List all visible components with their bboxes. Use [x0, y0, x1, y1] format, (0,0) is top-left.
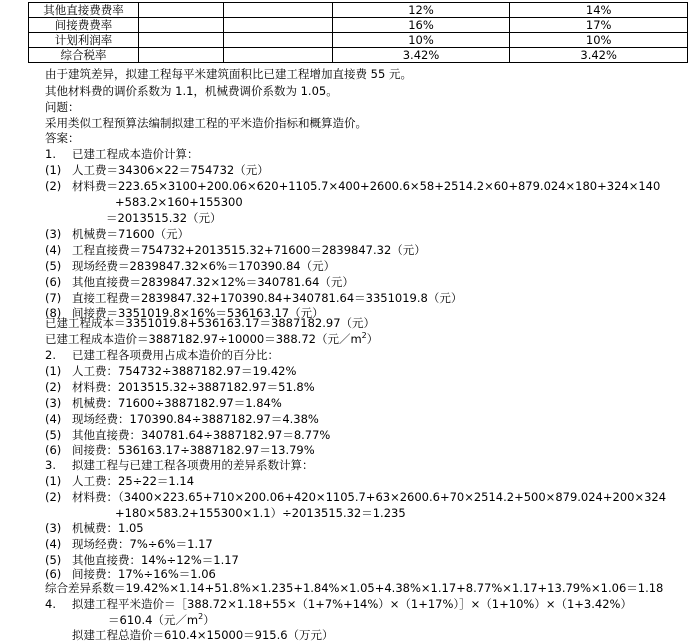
section-3-number: 3. — [45, 458, 56, 472]
item-number: (8) — [45, 306, 62, 320]
list-item: 现场经费：170390.84÷3887182.97＝4.38% — [72, 412, 319, 426]
list-item: 现场经费：7%÷6%＝1.17 — [72, 537, 213, 551]
table-cell: 12% — [332, 3, 510, 18]
list-item: 人工费：25÷22＝1.14 — [72, 474, 195, 488]
table-cell: 10% — [332, 33, 510, 48]
item-number: (6) — [45, 567, 62, 581]
table-cell: 计划利润率 — [29, 33, 139, 48]
item-number: (2) — [45, 490, 62, 504]
item-number: (6) — [45, 443, 62, 457]
question-label: 问题： — [45, 100, 80, 114]
list-item: 机械费＝71600（元） — [72, 227, 190, 241]
item-number: (5) — [45, 553, 62, 567]
section-2-title: 已建工程各项费用占成本造价的百分比： — [72, 348, 279, 362]
list-item: 其他直接费＝2839847.32×12%＝340781.64（元） — [72, 275, 354, 289]
unit-price-result: ＝610.4（元$/m^2$） — [108, 612, 215, 627]
item-number: (1) — [45, 163, 62, 177]
item-number: (5) — [45, 428, 62, 442]
list-item: 机械费：71600÷3887182.97＝1.84% — [72, 396, 282, 410]
table-cell: 14% — [510, 3, 688, 18]
section-4-number: 4. — [45, 597, 56, 611]
section-2-number: 2. — [45, 348, 56, 362]
table-cell: 间接费费率 — [29, 18, 139, 33]
list-item: 直接工程费＝2839847.32+170390.84+340781.64＝3351019.8（元） — [72, 291, 463, 305]
list-item: 间接费：536163.17÷3887182.97＝13.79% — [72, 443, 315, 457]
answer-label: 答案： — [45, 131, 80, 145]
list-item: 机械费：1.05 — [72, 521, 144, 535]
section-1-title: 已建工程成本造价计算： — [72, 147, 199, 161]
item-number: (2) — [45, 179, 62, 193]
table-cell: 3.42% — [332, 48, 510, 63]
section-1-number: 1. — [45, 147, 56, 161]
list-item: +583.2×160+155300 — [115, 195, 243, 209]
item-number: (3) — [45, 396, 62, 410]
list-item: 材料费：2013515.32÷3887182.97＝51.8% — [72, 380, 315, 394]
intro-line-2: 其他材料费的调价系数为 1.1，机械费调价系数为 1.05。 — [45, 84, 338, 98]
table-cell: 其他直接费费率 — [29, 3, 139, 18]
table-cell: 16% — [332, 18, 510, 33]
item-number: (4) — [45, 412, 62, 426]
total-cost-line: 拟建工程总造价＝610.4×15000＝915.6（万元） — [72, 628, 334, 642]
section-3-title: 拟建工程与已建工程各项费用的差异系数计算： — [72, 458, 314, 472]
item-number: (4) — [45, 537, 62, 551]
intro-line-1: 由于建筑差异，拟建工程每平米建筑面积比已建工程增加直接费 55 元。 — [45, 67, 412, 81]
built-unit-cost-line: 已建工程成本造价＝3887182.97÷10000＝388.72（元$/m^2$） — [45, 331, 379, 346]
list-item: 材料费：（3400×223.65+710×200.06+420×1105.7+63×2600.6+70×2514.2+500×879.024+200×324 — [72, 490, 667, 504]
question-text: 采用类似工程预算法编制拟建工程的平米造价指标和概算造价。 — [45, 116, 367, 130]
built-cost-line: 已建工程成本＝3351019.8+536163.17＝3887182.97（元） — [45, 316, 376, 330]
list-item: 间接费＝3351019.8×16%＝536163.17（元） — [72, 306, 324, 320]
item-number: (7) — [45, 291, 62, 305]
list-item: 间接费：17%÷16%＝1.06 — [72, 567, 216, 581]
table-cell: 3.42% — [510, 48, 688, 63]
item-number: (3) — [45, 227, 62, 241]
item-number: (2) — [45, 380, 62, 394]
list-item: 材料费＝223.65×3100+200.06×620+1105.7×400+2600.6×58+2514.2×60+879.024×180+324×140 — [72, 179, 661, 193]
table-cell: 综合税率 — [29, 48, 139, 63]
item-number: (1) — [45, 474, 62, 488]
combined-coefficient-line: 综合差异系数＝19.42%×1.14+51.8%×1.235+1.84%×1.05+4.38%×1.17+8.77%×1.17+13.79%×1.06＝1.18 — [45, 581, 664, 595]
list-item: 现场经费＝2839847.32×6%＝170390.84（元） — [72, 259, 336, 273]
item-number: (6) — [45, 275, 62, 289]
list-item: ＝2013515.32（元） — [106, 211, 222, 225]
item-number: (1) — [45, 364, 62, 378]
list-item: 其他直接费：340781.64÷3887182.97＝8.77% — [72, 428, 331, 442]
list-item: 人工费＝34306×22＝754732（元） — [72, 163, 269, 177]
table-cell: 17% — [510, 18, 688, 33]
item-number: (3) — [45, 521, 62, 535]
table-cell: 10% — [510, 33, 688, 48]
item-number: (5) — [45, 259, 62, 273]
list-item: 工程直接费＝754732+2013515.32+71600＝2839847.32（元） — [72, 243, 426, 257]
list-item: 其他直接费：14%÷12%＝1.17 — [72, 553, 239, 567]
unit-price-formula: 拟建工程平米造价＝［388.72×1.18+55×（1+7%+14%）×（1+17%）］×（1+10%）×（1+3.42%） — [72, 597, 632, 611]
list-item: 人工费：754732÷3887182.97＝19.42% — [72, 364, 297, 378]
list-item: +180×583.2+155300×1.1）÷2013515.32＝1.235 — [115, 506, 406, 520]
item-number: (4) — [45, 243, 62, 257]
